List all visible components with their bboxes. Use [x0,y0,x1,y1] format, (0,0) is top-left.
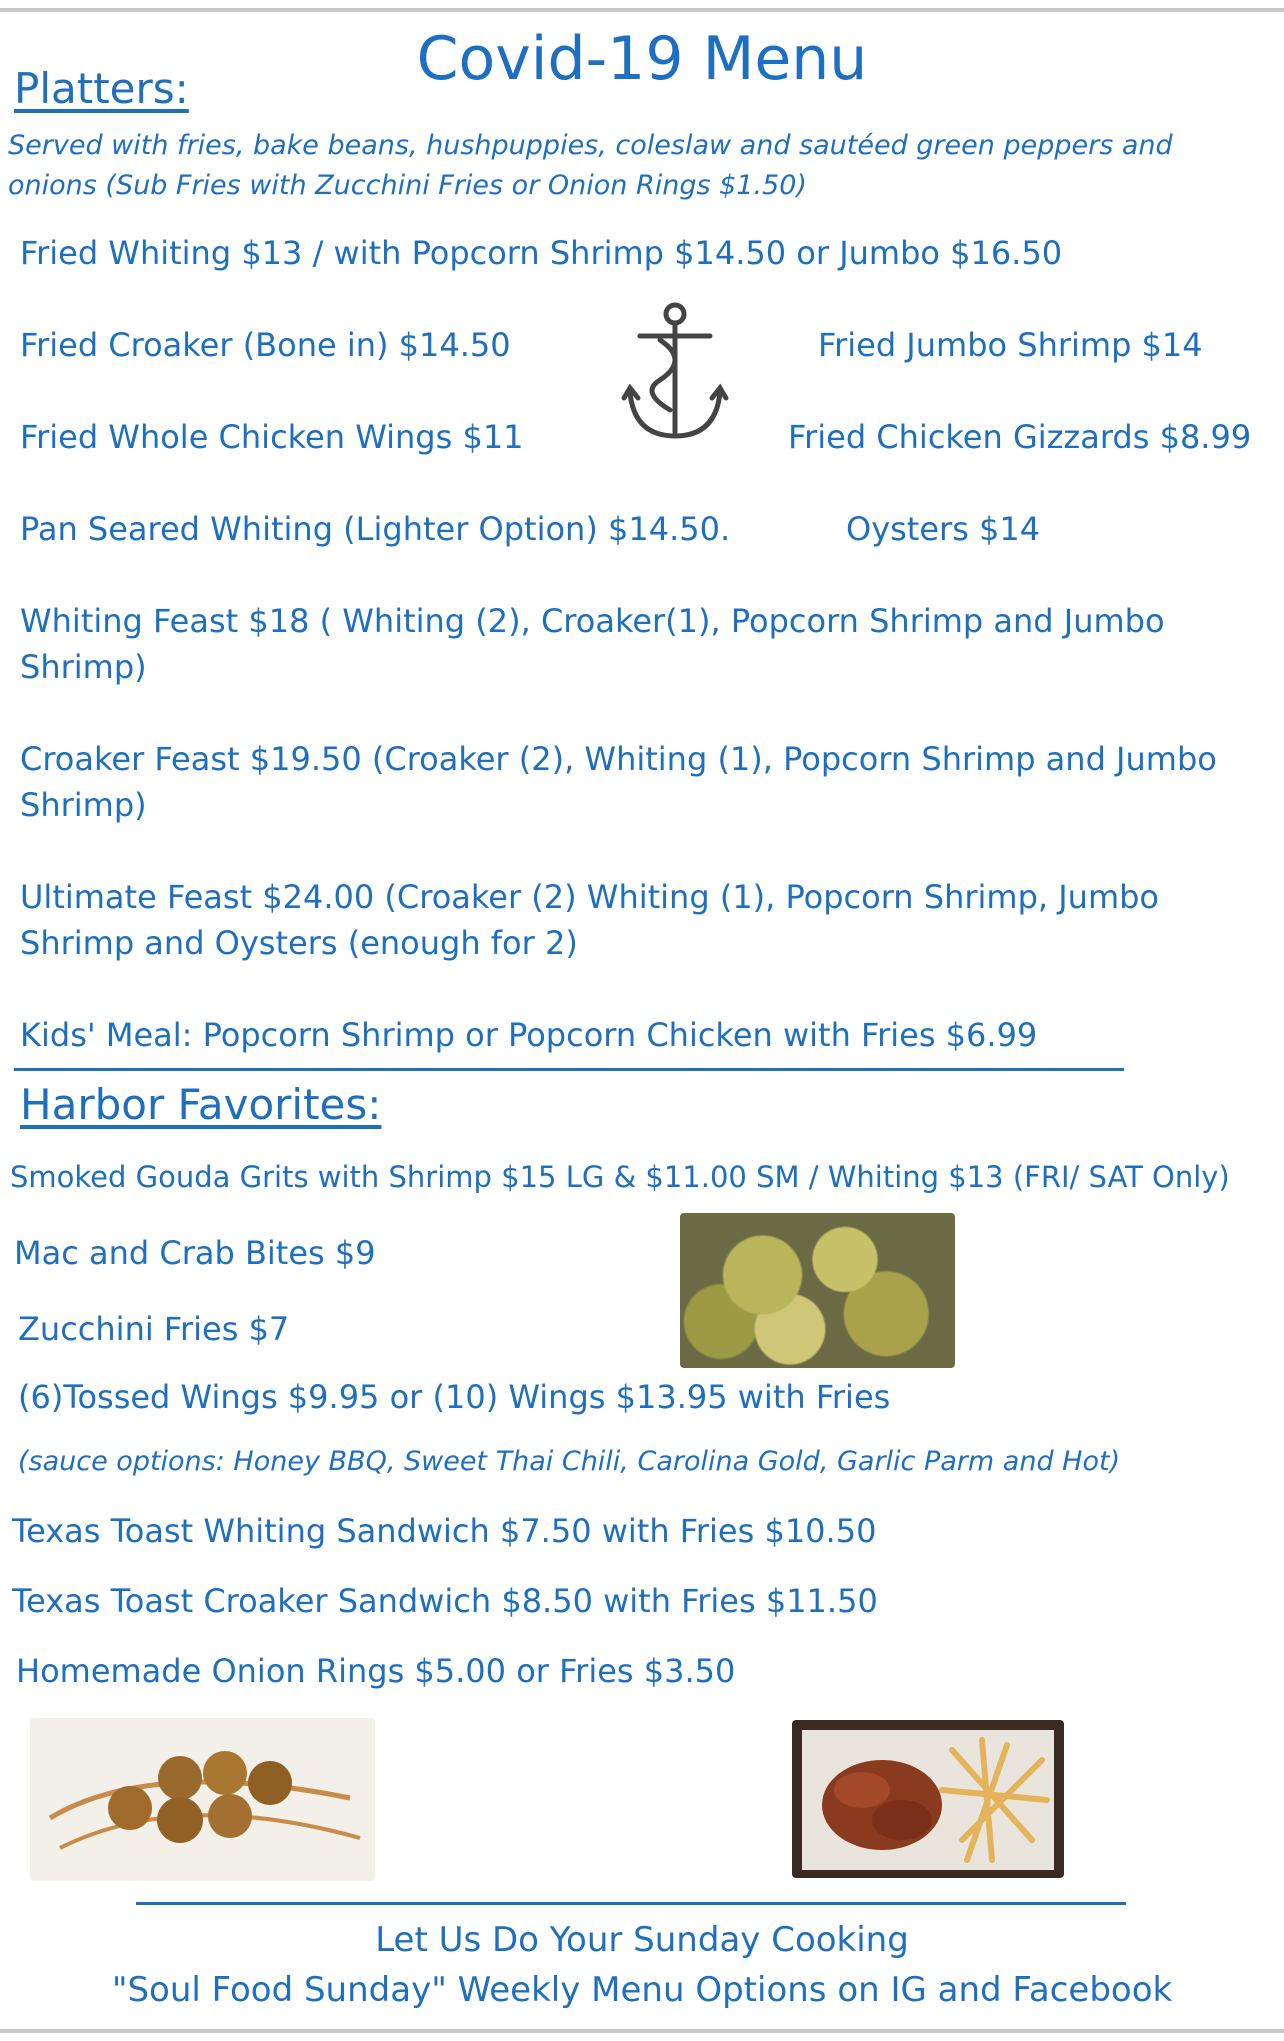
item-croaker-feast-line2: Shrimp) [20,786,147,824]
footer-line1: Let Us Do Your Sunday Cooking [375,1920,909,1960]
platters-note-line2: onions (Sub Fries with Zucchini Fries or Onion Rings $1.50) [8,170,807,201]
item-fried-croaker: Fried Croaker (Bone in) $14.50 [20,326,511,364]
harbor-favorites-heading: Harbor Favorites: [20,1080,382,1129]
bottom-border [0,2029,1284,2033]
item-fried-jumbo-shrimp: Fried Jumbo Shrimp $14 [818,326,1203,364]
item-mac-and-crab-bites: Mac and Crab Bites $9 [14,1234,376,1272]
item-whiting-feast-line2: Shrimp) [20,648,147,686]
item-croaker-sandwich: Texas Toast Croaker Sandwich $8.50 with Fries $11.50 [12,1582,878,1620]
platters-heading: Platters: [14,64,189,113]
anchor-icon [620,300,730,450]
platters-note-line1: Served with fries, bake beans, hushpuppies, coleslaw and sautéed green peppers and [8,130,1173,161]
item-ultimate-feast-line1: Ultimate Feast $24.00 (Croaker (2) Whiting (1), Popcorn Shrimp, Jumbo [20,878,1159,916]
item-fried-whiting: Fried Whiting $13 / with Popcorn Shrimp $14.50 or Jumbo $16.50 [20,234,1063,272]
item-pan-seared-whiting: Pan Seared Whiting (Lighter Option) $14.50. [20,510,731,548]
footer-line2: "Soul Food Sunday" Weekly Menu Options on IG and Facebook [111,1970,1173,2010]
crab-bites-illustration [30,1718,375,1881]
wings-and-fries-photo [792,1720,1064,1878]
item-oysters: Oysters $14 [846,510,1041,548]
menu-title: Covid-19 Menu [416,24,868,94]
top-border [0,8,1284,12]
item-zucchini-fries: Zucchini Fries $7 [18,1310,290,1348]
item-croaker-feast-line1: Croaker Feast $19.50 (Croaker (2), Whiting (1), Popcorn Shrimp and Jumbo [20,740,1217,778]
footer-divider [136,1902,1126,1905]
section-divider [14,1068,1124,1071]
crab-bites-photo [30,1718,375,1881]
item-smoked-gouda-grits: Smoked Gouda Grits with Shrimp $15 LG & $11.00 SM / Whiting $13 (FRI/ SAT Only) [10,1160,1230,1194]
zucchini-fries-photo [680,1213,955,1368]
item-tossed-wings: (6)Tossed Wings $9.95 or (10) Wings $13.95 with Fries [18,1378,891,1416]
item-whiting-sandwich: Texas Toast Whiting Sandwich $7.50 with Fries $10.50 [12,1512,877,1550]
item-fried-chicken-wings: Fried Whole Chicken Wings $11 [20,418,524,456]
wings-and-fries-illustration [792,1720,1064,1878]
sauce-options-note: (sauce options: Honey BBQ, Sweet Thai Chili, Carolina Gold, Garlic Parm and Hot) [18,1446,1121,1477]
item-kids-meal: Kids' Meal: Popcorn Shrimp or Popcorn Chicken with Fries $6.99 [20,1016,1038,1054]
item-fried-chicken-gizzards: Fried Chicken Gizzards $8.99 [788,418,1252,456]
item-whiting-feast-line1: Whiting Feast $18 ( Whiting (2), Croaker(1), Popcorn Shrimp and Jumbo [20,602,1165,640]
item-onion-rings: Homemade Onion Rings $5.00 or Fries $3.50 [16,1652,736,1690]
item-ultimate-feast-line2: Shrimp and Oysters (enough for 2) [20,924,578,962]
